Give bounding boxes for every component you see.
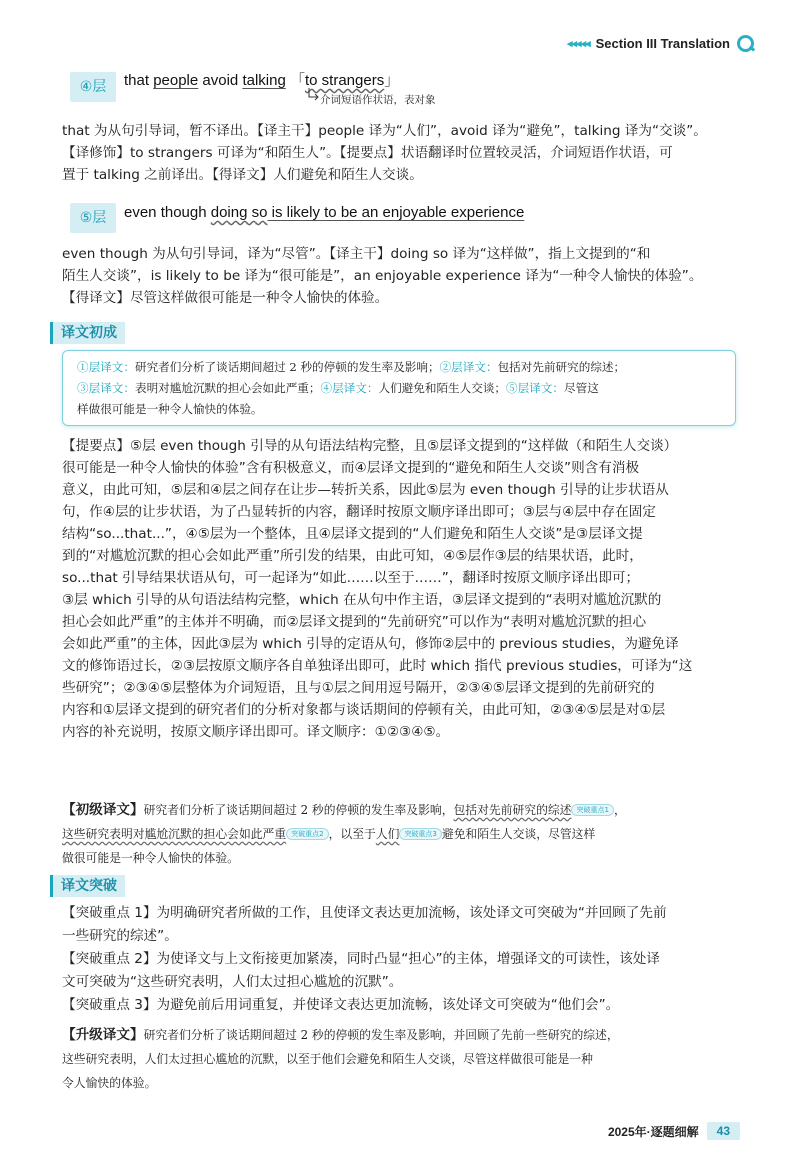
layer5-subject: doing so bbox=[210, 204, 268, 221]
primary-translation bbox=[62, 798, 752, 870]
page-footer bbox=[608, 1122, 740, 1140]
search-icon bbox=[736, 34, 754, 52]
arrows-icon: ◂◂◂◂◂ bbox=[567, 37, 590, 50]
primary-text: 研究者们分析了谈话期间超过 2 秒的停顿的发生率及影响， bbox=[143, 803, 454, 817]
primary-highlight: 这些研究表明对尴尬沉默的担心会如此严重 bbox=[62, 827, 287, 841]
text-line: 意义，由此可知，⑤层和④层之间存在让步—转折关系，因此⑤层为 even though 引导的让步状语从 bbox=[62, 482, 669, 498]
text-line: even though 为从句引导词，译为“尽管”。【译主干】doing so 译为“这样做”，指上文提到的“和 bbox=[62, 246, 651, 262]
draft-label: ⑤层译文： bbox=[506, 381, 565, 395]
layer5-predicate: is likely to be an enjoyable experience bbox=[267, 204, 525, 221]
text-line: 内容和①层译文提到的研究者们的分析对象都与谈话期间的停顿有关，由此可知，②③④⑤层是对①层 bbox=[62, 702, 666, 718]
text-line: 置于 talking 之前译出。【得译文】人们避免和陌生人交谈。 bbox=[62, 167, 423, 183]
draft-text: 研究者们分析了谈话期间超过 2 秒的停顿的发生率及影响； bbox=[134, 360, 440, 374]
draft-label: ②层译文： bbox=[439, 360, 498, 374]
layer4-sentence bbox=[124, 69, 399, 90]
keypoint-badge: 突破重点1 bbox=[571, 804, 613, 816]
text-line: 【突破重点 3】为避免前后用词重复，并使译文表达更加流畅，该处译文可突破为“他们会”。 bbox=[62, 997, 620, 1013]
text-line: 【得译文】尽管这样做很可能是一种令人愉快的体验。 bbox=[62, 290, 389, 306]
keypoint-badge: 突破重点3 bbox=[399, 828, 441, 840]
text-line: 些研究”；②③④⑤层整体为介词短语，且与①层之间用逗号隔开，②③④⑤层译文提到的先前研究的 bbox=[62, 680, 655, 696]
breakthrough-notes bbox=[62, 902, 752, 1017]
primary-text: ， bbox=[613, 803, 626, 817]
bracket-open: 「 bbox=[289, 72, 305, 89]
draft-label: ③层译文： bbox=[77, 381, 135, 395]
draft-line bbox=[77, 378, 721, 399]
text-line: that 为从句引导词，暂不译出。【译主干】people 译为“人们”，avoid 译为“避免”，talking 译为“交谈”。 bbox=[62, 123, 707, 139]
draft-label: ①层译文： bbox=[77, 360, 135, 374]
bracket-close: 」 bbox=[384, 72, 400, 89]
layer4-explanation bbox=[62, 120, 752, 186]
text-line bbox=[62, 798, 752, 822]
primary-text: 避免和陌生人交谈，尽管这样 bbox=[441, 827, 596, 841]
text-line: 内容的补充说明，按原文顺序译出即可。译文顺序：①②③④⑤。 bbox=[62, 724, 450, 740]
book-title: 2025年·逐题细解 bbox=[607, 1124, 699, 1139]
page-number: 43 bbox=[707, 1122, 740, 1140]
layer4-word: that bbox=[124, 72, 154, 89]
text-line: 一些研究的综述”。 bbox=[62, 928, 178, 944]
text-line: 【译修饰】to strangers 可译为“和陌生人”。【提要点】状语翻译时位置较灵活，介词短语作状语，可 bbox=[62, 145, 673, 161]
layer4-subject: people bbox=[153, 72, 199, 89]
draft-text: 表明对尴尬沉默的担心会如此严重； bbox=[134, 381, 321, 395]
text-line bbox=[62, 822, 752, 846]
upgraded-label: 【升级译文】 bbox=[62, 1027, 144, 1043]
text-line: 做很可能是一种令人愉快的体验。 bbox=[62, 851, 239, 865]
text-line: 到的“对尴尬沉默的担心会如此严重”所引发的结果，由此可知，④⑤层作③层的结果状语，此时， bbox=[62, 548, 643, 564]
draft-text: 人们避免和陌生人交谈； bbox=[378, 381, 507, 395]
draft-text: 尽管这 bbox=[564, 381, 599, 395]
text-line bbox=[62, 1023, 752, 1047]
text-line: 【提要点】⑤层 even though 引导的从句语法结构完整，且⑤层译文提到的“这样做（和陌生人交谈） bbox=[62, 438, 678, 454]
upgraded-translation bbox=[62, 1023, 752, 1095]
draft-line: 样做很可能是一种令人愉快的体验。 bbox=[77, 402, 263, 416]
text-line: 句，作④层的让步状语，为了凸显转折的内容，翻译时按原文顺序译出即可；③层与④层中存在固定 bbox=[62, 504, 656, 520]
text-line: 担心会如此严重”的主体并不明确，而②层译文提到的“先前研究”可以作为“表明对尴尬沉默的担心 bbox=[62, 614, 647, 630]
text-line: 文可突破为“这些研究表明，人们太过担心尴尬的沉默”。 bbox=[62, 974, 403, 990]
annotation-arrow-icon bbox=[306, 88, 320, 102]
layer4-modifier: to strangers bbox=[304, 72, 385, 89]
draft-text: 包括对先前研究的综述； bbox=[497, 360, 626, 374]
layer5-tag: ⑤层 bbox=[70, 203, 116, 233]
layer5-sentence bbox=[124, 204, 524, 221]
keypoint-badge: 突破重点2 bbox=[286, 828, 328, 840]
draft-label: ④层译文： bbox=[320, 381, 379, 395]
section-title: Section III Translation bbox=[595, 35, 730, 51]
text-line: 陌生人交谈”，is likely to be 译为“很可能是”，an enjoyable experience 译为“一种令人愉快的体验”。 bbox=[62, 268, 703, 284]
layer4-tag: ④层 bbox=[70, 72, 116, 102]
layer4-annotation: 介词短语作状语，表对象 bbox=[320, 94, 436, 106]
text-line: 结构“so...that...”，④⑤层为一个整体，且④层译文提到的“人们避免和陌生人交谈”是③层译文提 bbox=[62, 526, 643, 542]
breakthrough-section-tag: 译文突破 bbox=[50, 875, 125, 897]
text-line: 很可能是一种令人愉快的体验”含有积极意义，而④层译文提到的“避免和陌生人交谈”则含有消极 bbox=[62, 460, 640, 476]
analysis-paragraph bbox=[62, 435, 752, 743]
primary-label: 【初级译文】 bbox=[62, 802, 144, 818]
text-line: so...that 引导结果状语从句，可一起译为“如此……以至于……”，翻译时按原文顺序译出即可； bbox=[62, 570, 640, 586]
text-line: 这些研究表明，人们太过担心尴尬的沉默，以至于他们会避免和陌生人交谈，尽管这样做很可能是一种 bbox=[62, 1052, 593, 1066]
text-line: 会如此严重”的主体，因此③层为 which 引导的定语从句，修饰②层中的 previous studies，为避免译 bbox=[62, 636, 679, 652]
primary-highlight: 包括对先前研究的综述 bbox=[453, 803, 572, 817]
draft-line bbox=[77, 357, 721, 378]
text-line: ③层 which 引导的从句语法结构完整，which 在从句中作主语，③层译文提到的“表明对尴尬沉默的 bbox=[62, 592, 662, 608]
draft-box bbox=[62, 350, 736, 426]
layer5-explanation bbox=[62, 243, 752, 309]
primary-text: ，以至于 bbox=[328, 827, 376, 841]
draft-section-tag: 译文初成 bbox=[50, 322, 125, 344]
text-line: 令人愉快的体验。 bbox=[62, 1076, 157, 1090]
layer4-object: talking bbox=[242, 72, 286, 89]
upgraded-text: 研究者们分析了谈话期间超过 2 秒的停顿的发生率及影响，并回顾了先前一些研究的综述， bbox=[143, 1028, 619, 1042]
page-header bbox=[567, 34, 754, 52]
text-line: 文的修饰语过长，②③层按原文顺序各自单独译出即可，此时 which 指代 previous studies，可译为“这 bbox=[62, 658, 693, 674]
text-line: 【突破重点 1】为明确研究者所做的工作，且使译文表达更加流畅，该处译文可突破为“并回顾了先前 bbox=[62, 905, 667, 921]
layer5-word: even though bbox=[124, 204, 211, 221]
primary-highlight: 人们 bbox=[375, 827, 400, 841]
text-line: 【突破重点 2】为使译文与上文衔接更加紧凑，同时凸显“担心”的主体，增强译文的可读性，该处译 bbox=[62, 951, 660, 967]
layer4-word: avoid bbox=[198, 72, 243, 89]
